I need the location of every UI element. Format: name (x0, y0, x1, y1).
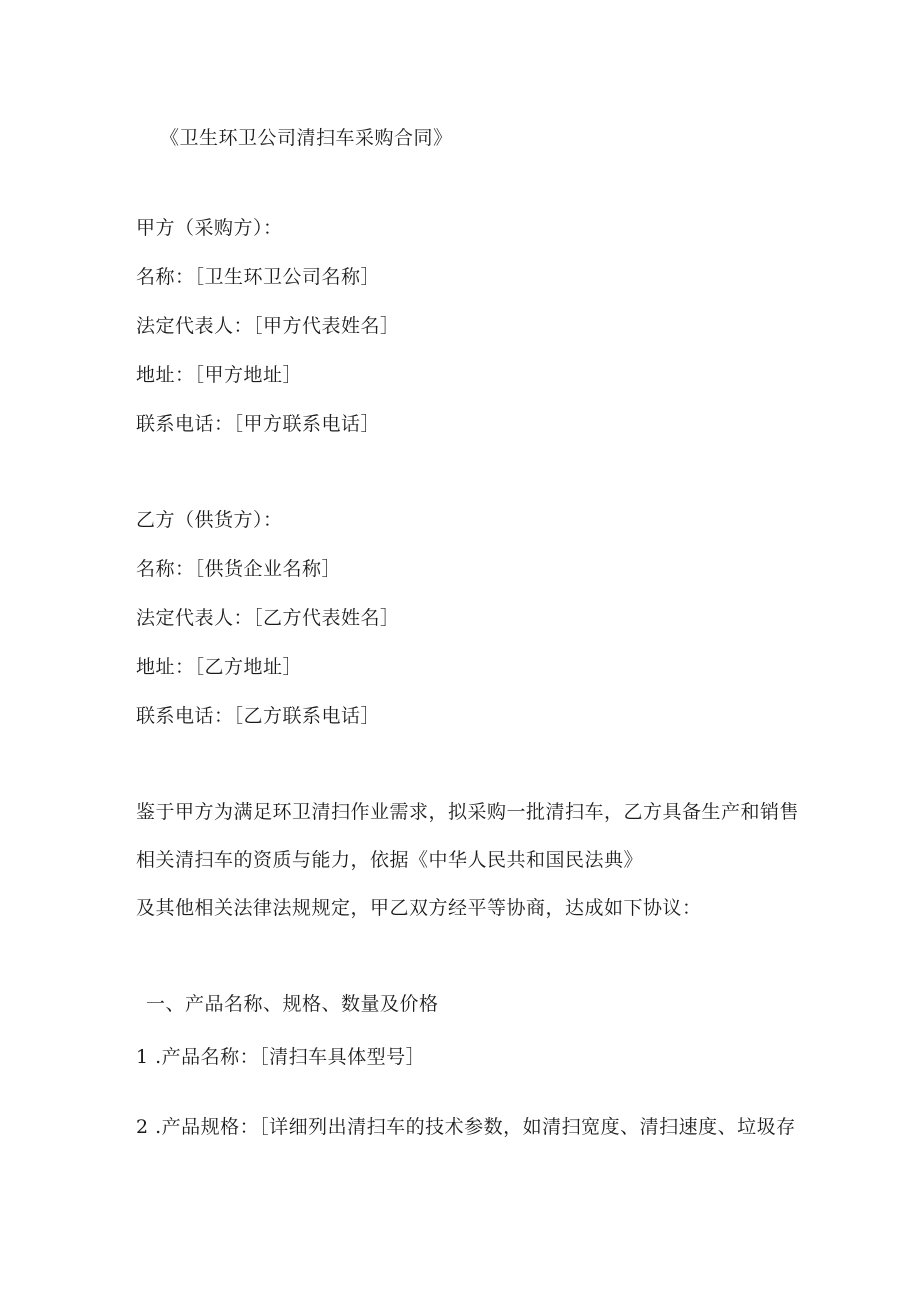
section-item: 2 .产品规格：［详细列出清扫车的技术参数，如清扫宽度、清扫速度、垃圾存 (136, 1116, 796, 1138)
party-b-phone: 联系电话：［乙方联系电话］ (136, 705, 381, 727)
section-heading: 一、产品名称、规格、数量及价格 (146, 993, 439, 1015)
preamble-line: 鉴于甲方为满足环卫清扫作业需求，拟采购一批清扫车，乙方具备生产和销售 (136, 801, 800, 823)
party-b-name: 名称：［供货企业名称］ (136, 558, 342, 580)
party-a-address: 地址：［甲方地址］ (136, 364, 303, 386)
preamble-line: 相关清扫车的资质与能力，依据《中华人民共和国民法典》 (136, 849, 644, 871)
party-a-name: 名称：［卫生环卫公司名称］ (136, 266, 381, 288)
party-a-heading: 甲方（采购方）： (136, 217, 283, 239)
party-b-representative: 法定代表人：［乙方代表姓名］ (136, 607, 400, 629)
document-title: 《卫生环卫公司清扫车采购合同》 (160, 127, 453, 149)
party-b-heading: 乙方（供货方）： (136, 509, 283, 531)
party-a-phone: 联系电话：［甲方联系电话］ (136, 413, 381, 435)
party-b-address: 地址：［乙方地址］ (136, 656, 303, 678)
preamble-line: 及其他相关法律法规规定，甲乙双方经平等协商，达成如下协议： (136, 897, 702, 919)
party-a-representative: 法定代表人：［甲方代表姓名］ (136, 315, 400, 337)
section-item: 1 .产品名称：［清扫车具体型号］ (136, 1046, 426, 1068)
